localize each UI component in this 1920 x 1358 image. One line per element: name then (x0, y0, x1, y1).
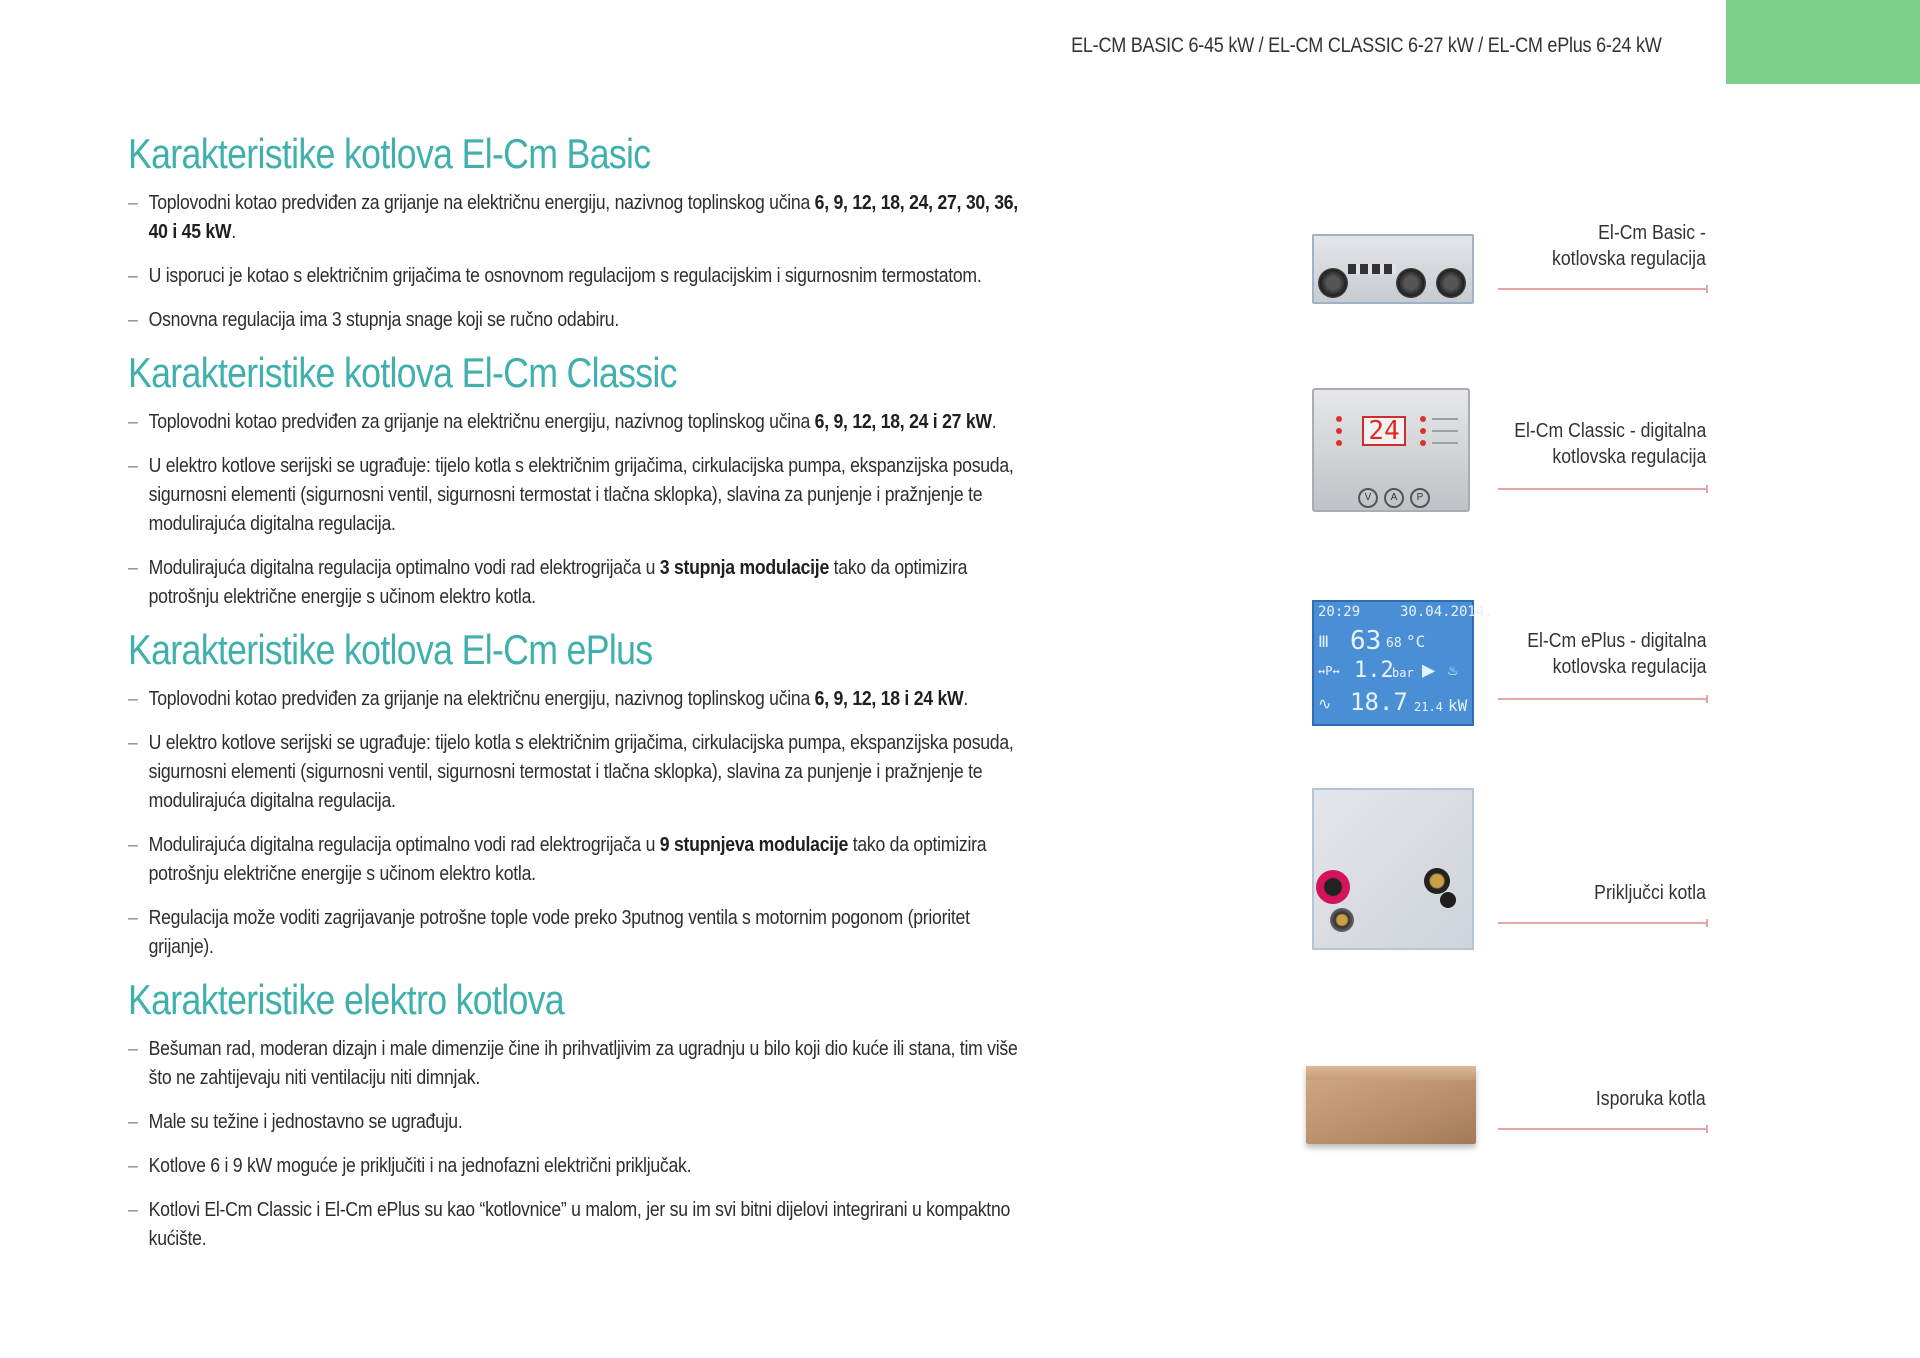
dash-icon: – (128, 410, 138, 433)
connector-icon (1316, 870, 1350, 904)
lcd-temperature: 63 (1350, 626, 1382, 656)
knob-icon (1318, 268, 1348, 298)
program-button-icon: P (1410, 488, 1430, 508)
indicator-line (1432, 442, 1458, 444)
caption-rule (1498, 1128, 1708, 1130)
dash-icon: – (128, 1154, 138, 1177)
led-icon (1420, 440, 1426, 446)
dash-icon: – (128, 833, 138, 856)
figure-caption: Priključci kotla (1594, 881, 1706, 904)
figure-caption: El-Cm Basic - kotlovska regulacija (1552, 221, 1706, 270)
caption-rule (1498, 698, 1708, 700)
section-basic (128, 130, 1188, 334)
down-button-icon: V (1358, 488, 1378, 508)
list-item: – Kotlove 6 i 9 kW moguće je priključiti i na jednofazni električni priključak. (128, 1151, 1027, 1180)
caption-rule (1498, 922, 1708, 924)
dash-icon: – (128, 454, 138, 477)
header-accent-tab (1726, 0, 1920, 84)
list-item: – Bešuman rad, moderan dizajn i male dimenzije čine ih prihvatljivim za ugradnju u bilo koji dio kuće ili stana, tim više što ne zahtijevaju niti ventilaciju niti dimnjak. (128, 1034, 1027, 1092)
lcd-power-max: 21.4 (1414, 700, 1443, 714)
lcd-temperature-unit: °C (1406, 632, 1426, 651)
list-item: – U elektro kotlove serijski se ugrađuje: tijelo kotla s električnim grijačima, cirkulacijska pumpa, ekspanzijska posuda, sigurnosni elementi (sigurnosni ventil, sigurnosni termostat i tlačna sklopka), slavina za punjenje i pražnjenje te modulirajuća digitalna regulacija. (128, 728, 1027, 815)
cardboard-box-image (1306, 1066, 1476, 1144)
section-title: Karakteristike elektro kotlova (128, 976, 564, 1023)
up-button-icon: A (1384, 488, 1404, 508)
list-item: – Toplovodni kotao predviđen za grijanje na električnu energiju, nazivnog toplinskog učina 6, 9, 12, 18 i 24 kW. (128, 684, 1027, 713)
led-icon (1336, 440, 1342, 446)
section-title: Karakteristike kotlova El-Cm Classic (128, 349, 677, 396)
list-item: – Toplovodni kotao predviđen za grijanje na električnu energiju, nazivnog toplinskog učina 6, 9, 12, 18, 24 i 27 kW. (128, 407, 1027, 436)
indicator-line (1432, 418, 1458, 420)
wave-icon: ∿ (1318, 694, 1332, 713)
lcd-pressure-unit: bar (1392, 666, 1414, 680)
section-title: Karakteristike kotlova El-Cm ePlus (128, 626, 653, 673)
dash-icon: – (128, 1198, 138, 1221)
knob-icon (1396, 268, 1426, 298)
lcd-date: 30.04.2014. (1400, 604, 1493, 620)
dash-icon: – (128, 264, 138, 287)
connector-icon (1330, 908, 1354, 932)
lcd-time: 20:29 (1318, 604, 1361, 620)
pump-icon: ▶ (1422, 658, 1436, 683)
connector-icon (1440, 892, 1456, 908)
list-item: – Modulirajuća digitalna regulacija optimalno vodi rad elektrogrijača u 9 stupnjeva modulacije tako da optimizira potrošnju električne energije s učinom elektro kotla. (128, 830, 1027, 888)
dash-icon: – (128, 906, 138, 929)
segment-display: 24 (1362, 416, 1406, 446)
list-item: – Toplovodni kotao predviđen za grijanje na električnu energiju, nazivnog toplinskog učina 6, 9, 12, 18, 24, 27, 30, 36, 40 i 45 kW. (128, 188, 1027, 246)
figure-column (1300, 0, 1720, 1358)
section-general (128, 976, 1188, 1253)
list-item: – Regulacija može voditi zagrijavanje potrošne tople vode preko 3putnog ventila s motornim pogonom (prioritet grijanje). (128, 903, 1027, 961)
lcd-temperature-set: 68 (1386, 636, 1402, 651)
classic-regulation-image (1312, 388, 1470, 512)
heating-icon: ♨ (1448, 660, 1458, 679)
main-content (128, 130, 1188, 1268)
list-item: – Kotlovi El-Cm Classic i El-Cm ePlus su kao “kotlovnice” u malom, jer su im svi bitni dijelovi integrirani u kompaktno kućište. (128, 1195, 1027, 1253)
indicator-line (1432, 430, 1458, 432)
figure-caption: Isporuka kotla (1596, 1087, 1706, 1110)
led-icon (1420, 428, 1426, 434)
section-title: Karakteristike kotlova El-Cm Basic (128, 130, 651, 177)
dash-icon: – (128, 556, 138, 579)
section-eplus (128, 626, 1188, 961)
caption-rule (1498, 488, 1708, 490)
bullet-list (128, 1034, 1188, 1253)
bullet-list (128, 188, 1188, 334)
running-header: EL-CM BASIC 6-45 kW / EL-CM CLASSIC 6-27 kW / EL-CM ePlus 6-24 kW (1071, 34, 1662, 57)
dash-icon: – (128, 1110, 138, 1133)
dash-icon: – (128, 308, 138, 331)
bullet-list (128, 407, 1188, 611)
bullet-list (128, 684, 1188, 961)
section-classic (128, 349, 1188, 611)
eplus-lcd-image (1312, 600, 1493, 726)
led-icon (1336, 428, 1342, 434)
list-item: – Modulirajuća digitalna regulacija optimalno vodi rad elektrogrijača u 3 stupnja modulacije tako da optimizira potrošnju električne energije s učinom elektro kotla. (128, 553, 1027, 611)
basic-regulation-image (1312, 234, 1474, 304)
figure-caption: El-Cm Classic - digitalna kotlovska regulacija (1513, 419, 1706, 468)
radiator-icon: Ⅲ (1318, 632, 1330, 651)
led-icon (1336, 416, 1342, 422)
knob-icon (1436, 268, 1466, 298)
lcd-pressure: 1.2 (1354, 658, 1394, 683)
list-item: – Male su težine i jednostavno se ugrađuju. (128, 1107, 1027, 1136)
dash-icon: – (128, 1037, 138, 1060)
lcd-power: 18.7 (1350, 688, 1408, 716)
pressure-icon: ↔P↔ (1318, 664, 1340, 678)
figure-caption: El-Cm ePlus - digitalna kotlovska regulacija (1526, 629, 1706, 678)
lcd-power-unit: kW (1448, 696, 1468, 715)
list-item: – Osnovna regulacija ima 3 stupnja snage koji se ručno odabiru. (128, 305, 1027, 334)
dash-icon: – (128, 731, 138, 754)
caption-rule (1498, 288, 1708, 290)
dash-icon: – (128, 687, 138, 710)
list-item: – U elektro kotlove serijski se ugrađuje: tijelo kotla s električnim grijačima, cirkulacijska pumpa, ekspanzijska posuda, sigurnosni elementi (sigurnosni ventil, sigurnosni termostat i tlačna sklopka), slavina za punjenje i pražnjenje te modulirajuća digitalna regulacija. (128, 451, 1027, 538)
boiler-connections-image (1312, 788, 1474, 950)
connector-icon (1424, 868, 1450, 894)
dash-icon: – (128, 191, 138, 214)
display-icon (1348, 264, 1396, 274)
led-icon (1420, 416, 1426, 422)
list-item: – U isporuci je kotao s električnim grijačima te osnovnom regulacijom s regulacijskim i sigurnosnim termostatom. (128, 261, 1027, 290)
